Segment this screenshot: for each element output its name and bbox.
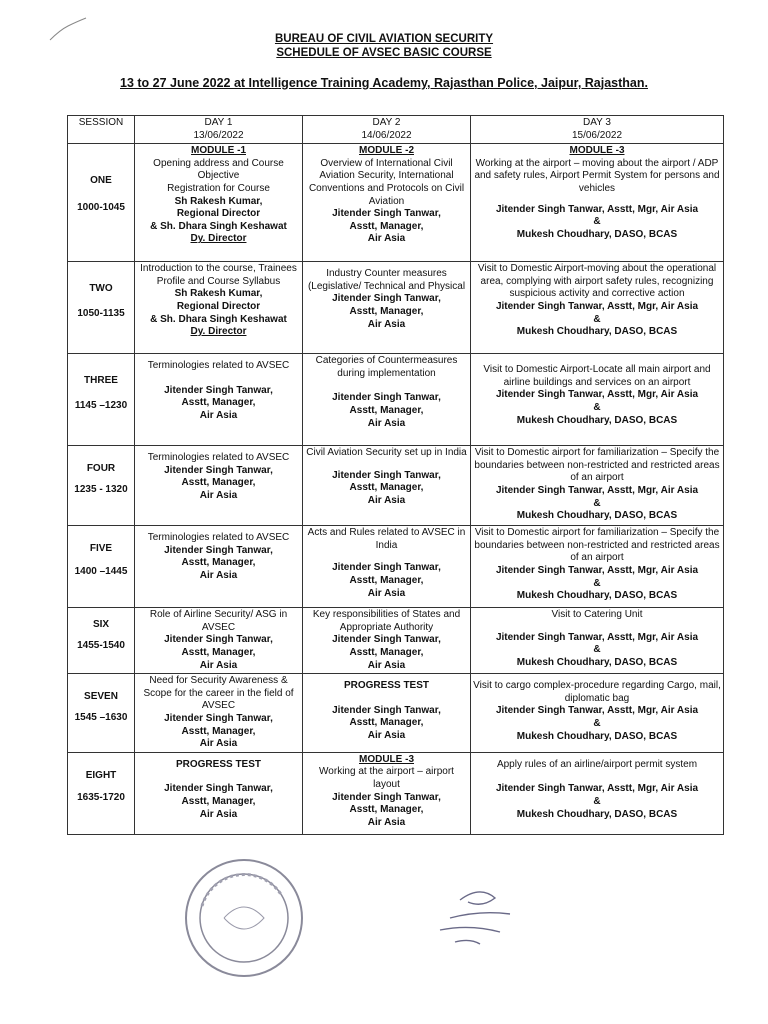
session-time: 1455-1540	[77, 639, 125, 651]
topic-text: Visit to Catering Unit	[551, 609, 643, 621]
instructor-name: Mukesh Choudhary, DASO, BCAS	[516, 228, 678, 240]
session-name: SIX	[92, 619, 110, 631]
instructor-name: Jitender Singh Tanwar,	[332, 208, 441, 220]
day2-cell	[303, 446, 471, 526]
instructor-name: Mukesh Choudhary, DASO, BCAS	[516, 730, 678, 742]
instructor-org: Air Asia	[367, 318, 406, 330]
day2-cell	[303, 674, 471, 753]
session-cell	[68, 144, 135, 262]
ampersand: &	[593, 577, 601, 589]
session-time: 1145 –1230	[74, 399, 128, 411]
topic-text: Terminologies related to AVSEC	[147, 360, 290, 372]
session-cell	[68, 674, 135, 753]
instructor-role: Asstt, Manager,	[349, 482, 424, 494]
table-row	[68, 526, 724, 608]
instructor-name: Sh Rakesh Kumar,	[174, 288, 263, 300]
day1-label: DAY 1	[204, 117, 233, 128]
day1-cell	[135, 354, 303, 446]
instructor-name: Jitender Singh Tanwar,	[164, 634, 273, 646]
day1-header	[135, 116, 303, 144]
session-cell	[68, 262, 135, 354]
instructor-role: Asstt, Manager,	[181, 795, 256, 807]
instructor-role: Asstt, Manager,	[181, 397, 256, 409]
course-dates-venue: 13 to 27 June 2022 at Intelligence Training Academy, Rajasthan Police, Jaipur, Rajasthan.	[120, 76, 648, 90]
session-time: 1545 –1630	[74, 711, 128, 723]
day2-cell	[303, 144, 471, 262]
day1-cell	[135, 144, 303, 262]
instructor-role: Asstt, Manager,	[181, 477, 256, 489]
ampersand: &	[593, 717, 601, 729]
instructor-role: Regional Director	[176, 300, 261, 312]
instructor-name: Jitender Singh Tanwar, Asstt, Mgr, Air Asia	[495, 300, 699, 312]
document-header	[0, 32, 768, 90]
instructor-name: Mukesh Choudhary, DASO, BCAS	[516, 414, 678, 426]
topic-text: Visit to Domestic Airport-moving about the operational area, complying with airport safety rules, recognizing suspicious activity and corrective action	[477, 263, 717, 300]
day3-cell	[471, 608, 724, 674]
day3-date: 15/06/2022	[571, 129, 623, 141]
topic-text: Visit to cargo complex-procedure regarding Cargo, mail, diplomatic bag	[473, 680, 721, 704]
instructor-name: Jitender Singh Tanwar,	[332, 704, 441, 716]
day3-header	[471, 116, 724, 144]
ampersand: &	[593, 644, 601, 656]
session-time: 1635-1720	[77, 792, 125, 804]
module-title: MODULE -2	[359, 145, 414, 157]
instructor-org: Air Asia	[367, 729, 406, 741]
instructor-role: Dy. Director	[190, 326, 247, 338]
topic-text: Civil Aviation Security set up in India	[306, 447, 467, 459]
topic-text: Visit to Domestic airport for familiarization – Specify the boundaries between non-restricted and restricted areas of an airport	[474, 527, 720, 564]
instructor-name: Jitender Singh Tanwar, Asstt, Mgr, Air Asia	[495, 705, 699, 717]
day1-cell	[135, 446, 303, 526]
day3-cell	[471, 526, 724, 608]
module-title: MODULE -1	[191, 145, 246, 157]
session-name: EIGHT	[85, 769, 117, 781]
table-row	[68, 674, 724, 753]
instructor-name: Jitender Singh Tanwar,	[164, 712, 273, 724]
progress-test-label: PROGRESS TEST	[175, 758, 261, 770]
table-row	[68, 608, 724, 674]
day3-cell	[471, 752, 724, 834]
session-cell	[68, 608, 135, 674]
day2-cell	[303, 354, 471, 446]
day2-cell	[303, 262, 471, 354]
table-row	[68, 144, 724, 262]
topic-text: Apply rules of an airline/airport permit system	[496, 758, 698, 770]
instructor-name: Sh Rakesh Kumar,	[174, 195, 263, 207]
topic-text: Working at the airport – moving about the airport / ADP and safety rules, Airport Permit System for persons and vehicles	[474, 157, 720, 194]
session-name: SEVEN	[84, 691, 118, 703]
table-row	[68, 262, 724, 354]
topic-text: Industry Counter measures (Legislative/ Technical and Physical	[307, 268, 466, 292]
session-time: 1050-1135	[77, 307, 125, 319]
topic-text: Visit to Domestic Airport-Locate all main airport and airline buildings and services on an airport	[483, 364, 711, 388]
table-row	[68, 354, 724, 446]
session-name: TWO	[89, 283, 113, 295]
instructor-org: Air Asia	[367, 816, 406, 828]
session-cell	[68, 354, 135, 446]
table-header-row	[68, 116, 724, 144]
table-row	[68, 752, 724, 834]
topic-text: Acts and Rules related to AVSEC in India	[307, 527, 466, 551]
instructor-org: Air Asia	[367, 494, 406, 506]
session-name: FOUR	[86, 463, 116, 475]
table-row	[68, 446, 724, 526]
schedule-title: SCHEDULE OF AVSEC BASIC COURSE	[276, 47, 492, 59]
instructor-role: Regional Director	[176, 208, 261, 220]
instructor-role: Asstt, Manager,	[349, 220, 424, 232]
ampersand: &	[593, 795, 601, 807]
instructor-role: Asstt, Manager,	[349, 804, 424, 816]
session-time: 1235 - 1320	[74, 483, 128, 495]
instructor-org: Air Asia	[199, 409, 238, 421]
instructor-org: Air Asia	[199, 659, 238, 671]
day3-cell	[471, 446, 724, 526]
instructor-name: Jitender Singh Tanwar,	[164, 384, 273, 396]
day1-cell	[135, 526, 303, 608]
instructor-role: Asstt, Manager,	[349, 574, 424, 586]
ampersand: &	[593, 497, 601, 509]
instructor-role: Asstt, Manager,	[349, 646, 424, 658]
session-header: SESSION	[68, 116, 135, 144]
session-time: 1000-1045	[77, 201, 125, 213]
instructor-org: Air Asia	[199, 569, 238, 581]
session-time: 1400 –1445	[74, 565, 128, 577]
day1-cell	[135, 608, 303, 674]
instructor-name: & Sh. Dhara Singh Keshawat	[150, 220, 287, 232]
instructor-org: Air Asia	[199, 808, 238, 820]
day1-cell	[135, 262, 303, 354]
instructor-role: Asstt, Manager,	[349, 404, 424, 416]
topic-text: Key responsibilities of States and Appropriate Authority	[312, 609, 461, 633]
day2-date: 14/06/2022	[361, 129, 412, 141]
instructor-name: Jitender Singh Tanwar,	[332, 469, 441, 481]
day3-cell	[471, 144, 724, 262]
instructor-name: Jitender Singh Tanwar,	[332, 392, 441, 404]
instructor-name: Jitender Singh Tanwar, Asstt, Mgr, Air Asia	[495, 389, 699, 401]
instructor-org: Air Asia	[367, 587, 406, 599]
instructor-name: Jitender Singh Tanwar, Asstt, Mgr, Air Asia	[495, 484, 699, 496]
ampersand: &	[593, 216, 601, 228]
day1-cell	[135, 752, 303, 834]
session-cell	[68, 752, 135, 834]
instructor-org: Air Asia	[199, 738, 238, 750]
instructor-name: Jitender Singh Tanwar, Asstt, Mgr, Air Asia	[495, 564, 699, 576]
session-name: FIVE	[89, 543, 113, 555]
day3-cell	[471, 674, 724, 753]
session-cell	[68, 526, 135, 608]
topic-text: Working at the airport – airport layout	[319, 766, 454, 790]
instructor-name: Mukesh Choudhary, DASO, BCAS	[516, 656, 678, 668]
instructor-role: Asstt, Manager,	[181, 557, 256, 569]
instructor-name: Mukesh Choudhary, DASO, BCAS	[516, 510, 678, 522]
signature-icon	[420, 880, 530, 960]
day2-header	[303, 116, 471, 144]
instructor-org: Air Asia	[199, 489, 238, 501]
instructor-role: Asstt, Manager,	[181, 725, 256, 737]
topic-text: Terminologies related to AVSEC	[147, 532, 290, 544]
day2-cell	[303, 608, 471, 674]
instructor-role: Dy. Director	[190, 233, 247, 245]
topic-text: Role of Airline Security/ ASG in AVSEC	[149, 609, 288, 633]
instructor-role: Asstt, Manager,	[349, 717, 424, 729]
instructor-name: Mukesh Choudhary, DASO, BCAS	[516, 808, 678, 820]
instructor-name: Jitender Singh Tanwar, Asstt, Mgr, Air Asia	[495, 631, 699, 643]
topic-text: Introduction to the course, Trainees Profile and Course Syllabus	[140, 263, 297, 287]
day3-label: DAY 3	[583, 117, 611, 128]
instructor-name: Mukesh Choudhary, DASO, BCAS	[516, 590, 678, 602]
instructor-name: Jitender Singh Tanwar,	[332, 791, 441, 803]
progress-test-label: PROGRESS TEST	[343, 680, 429, 692]
instructor-name: Jitender Singh Tanwar, Asstt, Mgr, Air Asia	[495, 203, 699, 215]
instructor-org: Air Asia	[367, 659, 406, 671]
schedule-table	[67, 115, 724, 835]
instructor-name: Mukesh Choudhary, DASO, BCAS	[516, 326, 678, 338]
instructor-name: Jitender Singh Tanwar,	[332, 634, 441, 646]
instructor-role: Asstt, Manager,	[181, 646, 256, 658]
day1-date: 13/06/2022	[193, 129, 244, 141]
instructor-org: Air Asia	[367, 233, 406, 245]
topic-text: Visit to Domestic airport for familiarization – Specify the boundaries between non-restricted and restricted areas of an airport	[474, 447, 720, 484]
day2-cell	[303, 752, 471, 834]
day2-label: DAY 2	[372, 117, 401, 128]
bureau-title: BUREAU OF CIVIL AVIATION SECURITY	[274, 33, 494, 45]
instructor-name: & Sh. Dhara Singh Keshawat	[150, 313, 287, 325]
day1-cell	[135, 674, 303, 753]
module-title: MODULE -3	[359, 753, 414, 765]
topic-text: Categories of Countermeasures during implementation	[315, 355, 458, 379]
session-cell	[68, 446, 135, 526]
instructor-name: Jitender Singh Tanwar,	[164, 783, 273, 795]
module-title: MODULE -3	[569, 145, 625, 157]
instructor-org: Air Asia	[367, 417, 406, 429]
topic-text: Terminologies related to AVSEC	[147, 452, 290, 464]
instructor-name: Jitender Singh Tanwar, Asstt, Mgr, Air Asia	[495, 783, 699, 795]
ampersand: &	[593, 313, 601, 325]
instructor-name: Jitender Singh Tanwar,	[164, 544, 273, 556]
day2-cell	[303, 526, 471, 608]
topic-text: Overview of International Civil Aviation Security, International Conventions and Protocols on Civil Aviation	[308, 157, 465, 207]
office-seal-icon	[182, 856, 306, 980]
instructor-role: Asstt, Manager,	[349, 305, 424, 317]
day3-cell	[471, 354, 724, 446]
session-name: THREE	[84, 375, 118, 387]
topic-text: Opening address and Course Objective	[153, 157, 284, 182]
ampersand: &	[593, 401, 601, 413]
session-name: ONE	[90, 175, 112, 187]
instructor-name: Jitender Singh Tanwar,	[332, 293, 441, 305]
day3-cell	[471, 262, 724, 354]
topic-text: Registration for Course	[167, 182, 270, 194]
instructor-name: Jitender Singh Tanwar,	[164, 464, 273, 476]
instructor-name: Jitender Singh Tanwar,	[332, 562, 441, 574]
topic-text: Need for Security Awareness & Scope for the career in the field of AVSEC	[143, 675, 294, 712]
